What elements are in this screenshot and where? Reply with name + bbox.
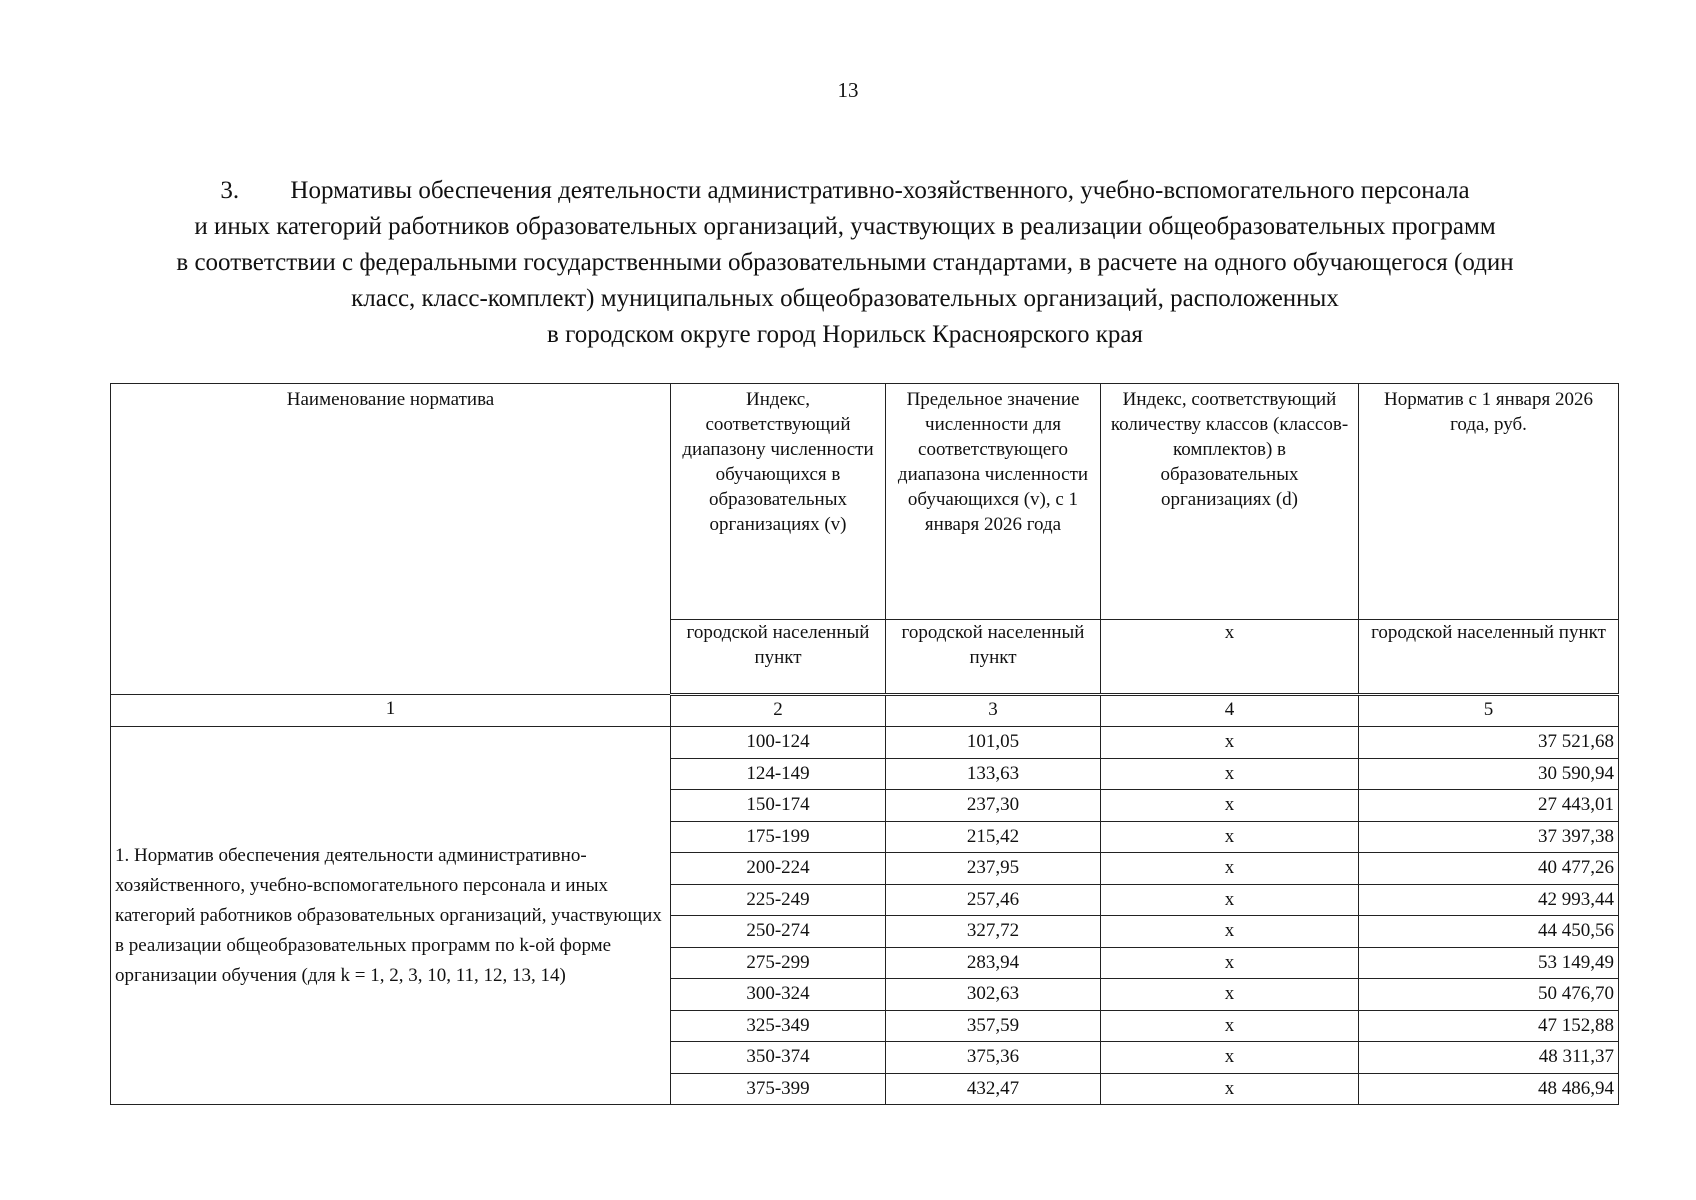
range-cell: 150-174 — [671, 790, 886, 822]
subheader-index-d: х — [1101, 620, 1359, 695]
norm-value-cell: 48 486,94 — [1359, 1073, 1619, 1105]
limit-cell: 101,05 — [886, 727, 1101, 759]
index-d-cell: х — [1101, 758, 1359, 790]
norm-value-cell: 47 152,88 — [1359, 1010, 1619, 1042]
limit-cell: 327,72 — [886, 916, 1101, 948]
range-cell: 350-374 — [671, 1042, 886, 1074]
limit-cell: 283,94 — [886, 947, 1101, 979]
range-cell: 124-149 — [671, 758, 886, 790]
column-number: 1 — [111, 695, 671, 727]
limit-cell: 302,63 — [886, 979, 1101, 1011]
limit-cell: 237,95 — [886, 853, 1101, 885]
header-limit: Предельное значение численности для соответствующего диапазона численности обучающихся (v), с 1 января 2026 года — [886, 384, 1101, 620]
header-index-d: Индекс, соответствующий количеству классов (классов-комплектов) в образовательных организациях (d) — [1101, 384, 1359, 620]
norm-value-cell: 37 397,38 — [1359, 821, 1619, 853]
range-cell: 275-299 — [671, 947, 886, 979]
norm-value-cell: 53 149,49 — [1359, 947, 1619, 979]
index-d-cell: х — [1101, 821, 1359, 853]
index-d-cell: х — [1101, 1073, 1359, 1105]
norms-table — [110, 383, 1619, 1105]
title-line-1 — [110, 173, 1580, 209]
norm-name: 1. Норматив обеспечения деятельности административно-хозяйственного, учебно-вспомогательного персонала и иных категорий работников образовательных организаций, участвующих в реализации общеобразовательных программ по k-ой форме организации обучения (для k = 1, 2, 3, 10, 11, 12, 13, 14) — [111, 727, 671, 1105]
range-cell: 175-199 — [671, 821, 886, 853]
index-d-cell: х — [1101, 916, 1359, 948]
column-numbers-row — [111, 695, 1619, 727]
index-d-cell: х — [1101, 790, 1359, 822]
subheader-norm: городской населенный пункт — [1359, 620, 1619, 695]
index-d-cell: х — [1101, 853, 1359, 885]
range-cell: 375-399 — [671, 1073, 886, 1105]
norm-value-cell: 42 993,44 — [1359, 884, 1619, 916]
title-line-1-text: Нормативы обеспечения деятельности административно-хозяйственного, учебно-вспомогательного персонала — [290, 177, 1470, 204]
header-norm: Норматив с 1 января 2026 года, руб. — [1359, 384, 1619, 620]
page-number: 13 — [837, 78, 859, 102]
limit-cell: 375,36 — [886, 1042, 1101, 1074]
section-number: 3. — [220, 177, 240, 204]
norm-value-cell: 40 477,26 — [1359, 853, 1619, 885]
title-line-5: в городском округе город Норильск Красноярского края — [547, 321, 1143, 348]
title-line-3: в соответствии с федеральными государственными образовательными стандартами, в расчете на одного обучающегося (один — [176, 249, 1514, 276]
subheader-index-v: городской населенный пункт — [671, 620, 886, 695]
norm-value-cell: 30 590,94 — [1359, 758, 1619, 790]
header-index-v: Индекс, соответствующий диапазону численности обучающихся в образовательных организациях (v) — [671, 384, 886, 620]
title-line-4: класс, класс-комплект) муниципальных общеобразовательных организаций, расположенных — [351, 285, 1339, 312]
limit-cell: 257,46 — [886, 884, 1101, 916]
norm-value-cell: 37 521,68 — [1359, 727, 1619, 759]
limit-cell: 237,30 — [886, 790, 1101, 822]
column-number: 2 — [671, 695, 886, 727]
norm-value-cell: 50 476,70 — [1359, 979, 1619, 1011]
title-line-2: и иных категорий работников образовательных организаций, участвующих в реализации общеобразовательных программ — [194, 213, 1496, 240]
index-d-cell: х — [1101, 727, 1359, 759]
limit-cell: 133,63 — [886, 758, 1101, 790]
index-d-cell: х — [1101, 947, 1359, 979]
subheader-limit: городской населенный пункт — [886, 620, 1101, 695]
norm-value-cell: 48 311,37 — [1359, 1042, 1619, 1074]
header-row — [111, 384, 1619, 620]
norm-value-cell: 27 443,01 — [1359, 790, 1619, 822]
index-d-cell: х — [1101, 979, 1359, 1011]
index-d-cell: х — [1101, 1042, 1359, 1074]
range-cell: 325-349 — [671, 1010, 886, 1042]
header-name: Наименование норматива — [111, 384, 671, 695]
column-number: 4 — [1101, 695, 1359, 727]
range-cell: 100-124 — [671, 727, 886, 759]
table-row — [111, 727, 1619, 759]
range-cell: 250-274 — [671, 916, 886, 948]
range-cell: 225-249 — [671, 884, 886, 916]
index-d-cell: х — [1101, 1010, 1359, 1042]
limit-cell: 432,47 — [886, 1073, 1101, 1105]
section-title — [110, 173, 1580, 353]
limit-cell: 215,42 — [886, 821, 1101, 853]
limit-cell: 357,59 — [886, 1010, 1101, 1042]
column-number: 3 — [886, 695, 1101, 727]
index-d-cell: х — [1101, 884, 1359, 916]
range-cell: 300-324 — [671, 979, 886, 1011]
norm-value-cell: 44 450,56 — [1359, 916, 1619, 948]
column-number: 5 — [1359, 695, 1619, 727]
range-cell: 200-224 — [671, 853, 886, 885]
